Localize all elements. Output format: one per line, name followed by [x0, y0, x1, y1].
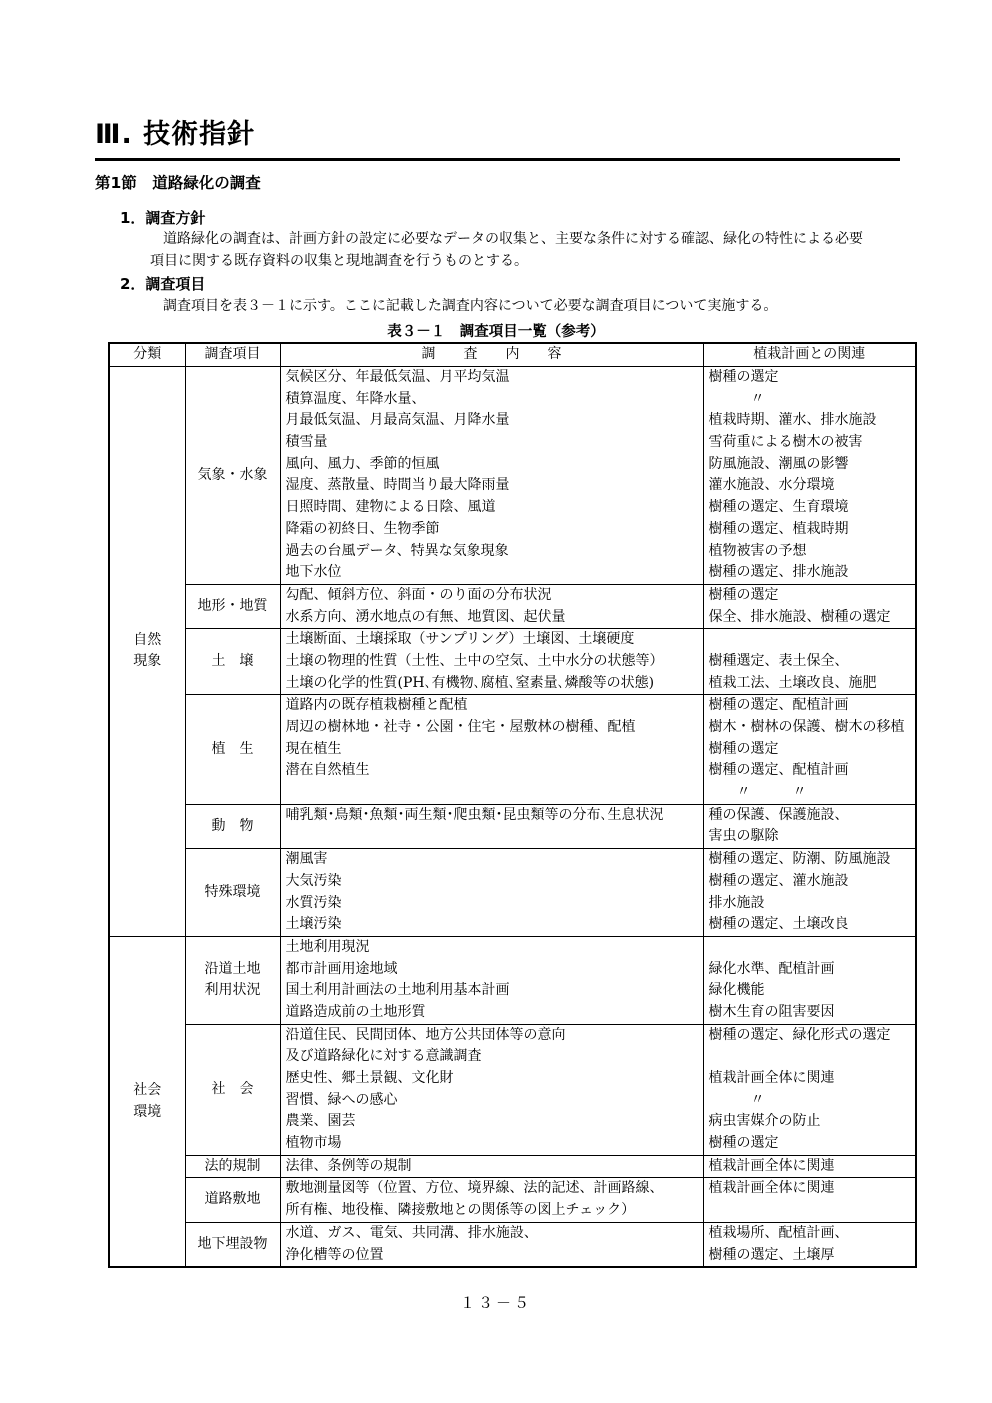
content-line: 及び道路緑化に対する意識調査	[285, 1048, 482, 1065]
relation-line: 樹種の選定、土壌改良	[708, 916, 849, 933]
survey-item-cell	[185, 367, 280, 585]
relation-line: 樹木・樹林の保護、樹木の移植	[708, 719, 905, 735]
relation-line: 樹種の選定、配植計画	[708, 697, 849, 714]
header-category: 分類	[109, 343, 185, 367]
content-line: 積雪量	[285, 434, 328, 451]
relation-line: 緑化水準、配植計画	[708, 960, 835, 977]
category-cell	[109, 936, 185, 1267]
relation-cell	[703, 1222, 916, 1267]
table-body	[109, 367, 916, 1268]
relation-cell	[703, 936, 916, 1024]
header-relation: 植栽計画との関連	[703, 343, 916, 367]
content-line: 降霜の初終日、生物季節	[285, 520, 440, 537]
content-line: 国土利用計画法の土地利用基本計画	[285, 982, 510, 999]
sub2-heading: 2．調査項目	[120, 275, 206, 293]
category-text: 社会	[133, 1081, 162, 1098]
table-row	[109, 936, 916, 1024]
content-line: 潮風害	[285, 851, 328, 868]
table-row	[109, 1222, 916, 1267]
relation-cell	[703, 695, 916, 804]
content-line: 土壌の物理的性質（土性、土中の空気、土中水分の状態等）	[285, 652, 664, 669]
relation-line: 〃	[708, 390, 765, 407]
relation-line	[709, 629, 911, 651]
relation-line: 樹種の選定、防潮、防風施設	[708, 851, 891, 868]
relation-line: 樹種選定、表土保全、	[708, 652, 849, 669]
content-line: 農業、園芸	[285, 1113, 356, 1130]
relation-cell	[703, 1178, 916, 1222]
content-line: 湿度、蒸散量、時間当り最大降雨量	[285, 477, 510, 494]
relation-line	[709, 1200, 911, 1222]
content-cell	[280, 367, 703, 585]
content-line: 道路造成前の土地形質	[285, 1003, 426, 1020]
sub1-line-2: 項目に関する既存資料の収集と現地調査を行うものとする。	[150, 253, 528, 269]
content-line: 沿道住民、民間団体、地方公共団体等の意向	[285, 1026, 566, 1043]
table-row	[109, 695, 916, 804]
survey-item-text: 道路敷地	[204, 1191, 261, 1208]
content-line: 地下水位	[285, 564, 342, 581]
survey-item-cell	[185, 936, 280, 1024]
content-line	[286, 826, 698, 848]
survey-item-text: 植 生	[211, 740, 254, 757]
content-cell	[280, 1222, 703, 1267]
table-row	[109, 367, 916, 585]
content-cell	[280, 849, 703, 937]
section-title: 第1節 道路緑化の調査	[95, 174, 261, 192]
survey-item-text: 沿道土地	[204, 960, 261, 977]
content-cell	[280, 1178, 703, 1222]
content-line: 所有権、地役権、隣接敷地との関係等の図上チェック）	[285, 1202, 636, 1219]
table-caption: 表３－１ 調査項目一覧（参考）	[387, 324, 605, 340]
survey-item-cell	[185, 1155, 280, 1178]
relation-line	[709, 1046, 911, 1068]
content-line: 浄化槽等の位置	[285, 1246, 384, 1263]
relation-cell	[703, 1155, 916, 1178]
relation-line: 植栽計画全体に関連	[708, 1157, 835, 1174]
relation-line: 樹種の選定	[708, 740, 779, 757]
relation-line: 植栽計画全体に関連	[708, 1180, 835, 1197]
survey-item-text: 地下埋設物	[197, 1235, 268, 1252]
relation-line: 害虫の駆除	[708, 828, 779, 845]
relation-line: 病虫害媒介の防止	[708, 1113, 821, 1130]
content-line: 現在植生	[285, 740, 342, 757]
content-line: 勾配、傾斜方位、斜面・のり面の分布状況	[285, 586, 552, 603]
content-line: 大気汚染	[285, 872, 342, 889]
relation-cell	[703, 629, 916, 695]
content-line: 道路内の既存植栽樹種と配植	[285, 697, 468, 714]
content-line: 法律、条例等の規制	[285, 1157, 412, 1174]
relation-line: 樹種の選定	[708, 586, 779, 603]
title-rule	[95, 158, 900, 161]
content-line: 積算温度、年降水量、	[285, 390, 426, 407]
content-line: 土壌汚染	[285, 916, 342, 933]
sub1-line-1: 道路緑化の調査は、計画方針の設定に必要なデータの収集と、主要な条件に対する確認、緑化の特性による必要	[163, 231, 863, 247]
survey-item-cell	[185, 1024, 280, 1155]
table-row	[109, 1155, 916, 1178]
content-line: 水系方向、湧水地点の有無、地質図、起伏量	[285, 608, 566, 625]
survey-item-cell	[185, 1222, 280, 1267]
table-row	[109, 584, 916, 628]
table-row	[109, 849, 916, 937]
relation-cell	[703, 1024, 916, 1155]
category-text: 自然	[133, 631, 162, 648]
content-line: 月最低気温、月最高気温、月降水量	[285, 412, 510, 429]
survey-item-cell	[185, 849, 280, 937]
survey-items-table	[108, 342, 917, 1268]
survey-item-text: 利用状況	[204, 982, 261, 999]
table-row	[109, 804, 916, 848]
relation-line: 〃 〃	[708, 784, 807, 801]
survey-item-text: 社 会	[211, 1080, 254, 1097]
content-line: 敷地測量図等（位置、方位、境界線、法的記述、計画路線、	[285, 1180, 664, 1197]
relation-line: 雪荷重による樹木の被害	[708, 434, 863, 451]
relation-line: 植栽計画全体に関連	[708, 1070, 835, 1086]
content-line: 過去の台風データ、特異な気象現象	[285, 542, 509, 559]
page-number: １３－５	[459, 1294, 532, 1312]
relation-cell	[703, 804, 916, 848]
relation-line: 樹種の選定、土壌厚	[708, 1246, 835, 1263]
content-line: 土地利用現況	[285, 938, 370, 955]
relation-line: 緑化機能	[708, 982, 765, 999]
relation-line: 灌水施設、水分環境	[708, 477, 835, 494]
survey-item-cell	[185, 629, 280, 695]
content-cell	[280, 804, 703, 848]
survey-item-cell	[185, 804, 280, 848]
relation-line: 樹木生育の阻害要因	[708, 1003, 835, 1020]
content-line	[286, 782, 698, 804]
relation-line: 種の保護、保護施設、	[708, 806, 849, 823]
relation-line: 防風施設、潮風の影響	[708, 455, 849, 472]
content-line: 潜在自然植生	[285, 762, 370, 779]
relation-line: 植栽時期、灌水、排水施設	[708, 412, 877, 429]
category-cell	[109, 367, 185, 937]
sub1-heading: 1．調査方針	[120, 209, 206, 227]
relation-line: 植栽場所、配植計画、	[708, 1224, 849, 1241]
relation-line	[709, 937, 911, 959]
content-line: 習慣、緑への感心	[285, 1091, 398, 1108]
relation-line: 排水施設	[708, 894, 765, 911]
header-content: 調 査 内 容	[280, 343, 703, 367]
survey-item-text: 土 壌	[211, 652, 254, 669]
survey-item-text: 法的規制	[204, 1157, 261, 1174]
survey-item-cell	[185, 695, 280, 804]
content-line: 歴史性、郷土景観、文化財	[285, 1070, 454, 1086]
relation-line: 樹種の選定、緑化形式の選定	[708, 1026, 891, 1043]
table-row	[109, 629, 916, 695]
content-line: 植物市場	[285, 1135, 342, 1152]
relation-line: 樹種の選定、生育環境	[708, 499, 849, 516]
chapter-title: Ⅲ. 技術指針	[95, 119, 256, 150]
content-cell	[280, 584, 703, 628]
category-text: 環境	[133, 1103, 162, 1120]
table-row	[109, 1178, 916, 1222]
survey-item-text: 地形・地質	[197, 597, 268, 614]
survey-item-cell	[185, 584, 280, 628]
content-line: 都市計画用途地域	[285, 960, 398, 977]
relation-line: 植物被害の予想	[708, 542, 807, 559]
content-cell	[280, 629, 703, 695]
survey-item-text: 特殊環境	[204, 883, 261, 900]
content-cell	[280, 936, 703, 1024]
survey-item-cell	[185, 1178, 280, 1222]
sub2-line: 調査項目を表３－１に示す。ここに記載した調査内容について必要な調査項目について実施する。	[163, 298, 778, 314]
relation-cell	[703, 367, 916, 585]
table-row	[109, 1024, 916, 1155]
content-cell	[280, 1155, 703, 1178]
content-line: 水道、ガス、電気、共同溝、排水施設、	[285, 1224, 538, 1241]
relation-line: 植栽工法、土壌改良、施肥	[708, 674, 877, 691]
content-line: 周辺の樹林地・社寺・公園・住宅・屋敷林の樹種、配植	[285, 719, 636, 735]
content-line: 気候区分、年最低気温、月平均気温	[285, 369, 510, 385]
relation-line: 樹種の選定	[708, 369, 779, 385]
relation-line: 保全、排水施設、樹種の選定	[708, 608, 891, 625]
content-line: 風向、風力、季節的恒風	[285, 455, 440, 472]
content-line: 哺乳類･鳥類･魚類･両生類･爬虫類･昆虫類等の分布､生息状況	[285, 806, 664, 823]
content-line: 土壌断面、土壌採取（サンプリング）土壌図、土壌硬度	[285, 631, 635, 648]
table-header-row	[109, 343, 916, 367]
content-line: 土壌の化学的性質(PH､有機物､腐植､窒素量､燐酸等の状態)	[285, 674, 655, 691]
header-item: 調査項目	[185, 343, 280, 367]
content-line: 水質汚染	[285, 894, 342, 911]
relation-cell	[703, 849, 916, 937]
relation-line: 樹種の選定、排水施設	[708, 564, 849, 581]
content-line: 日照時間、建物による日陰、風道	[285, 499, 496, 516]
survey-item-text: 動 物	[211, 817, 254, 834]
relation-line: 樹種の選定	[708, 1135, 779, 1152]
content-cell	[280, 1024, 703, 1155]
relation-line: 〃	[708, 1091, 765, 1108]
relation-line: 樹種の選定、灌水施設	[708, 872, 849, 889]
relation-line: 樹種の選定、配植計画	[708, 762, 849, 779]
relation-cell	[703, 584, 916, 628]
relation-line: 樹種の選定、植栽時期	[708, 520, 849, 537]
category-text: 現象	[133, 653, 162, 670]
content-cell	[280, 695, 703, 804]
survey-item-text: 気象・水象	[197, 466, 268, 483]
